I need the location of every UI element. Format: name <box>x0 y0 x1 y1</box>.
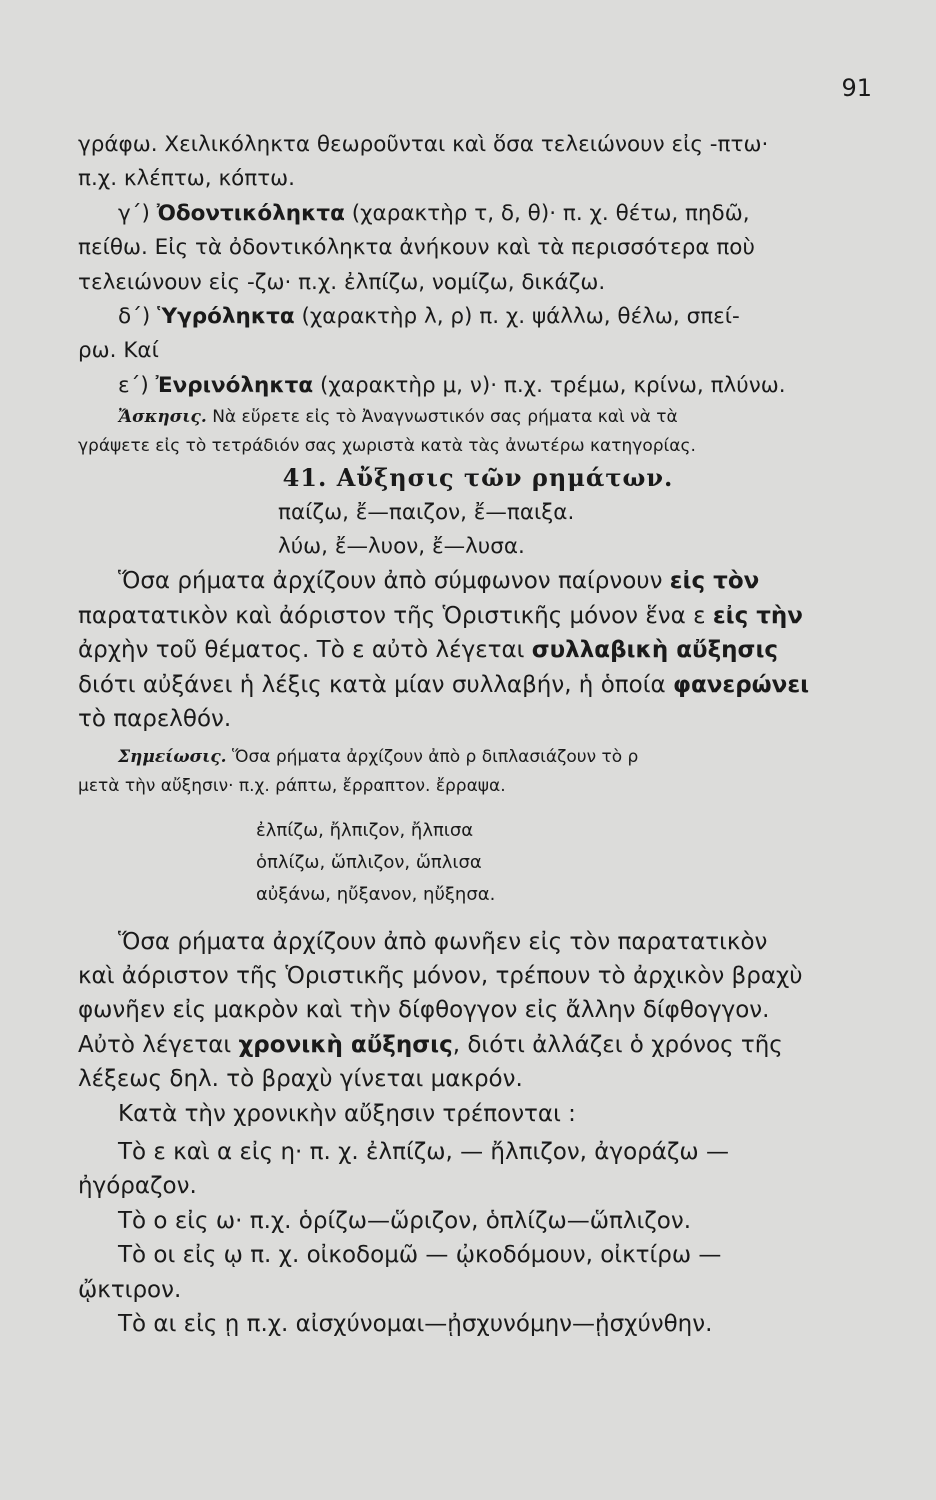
text-line: Ὅσα ρήματα ἀρχίζουν ἀπὸ φωνῆεν εἰς τὸν παρατατικὸν <box>118 928 768 955</box>
text-line <box>78 633 878 667</box>
text-line: λέξεως δηλ. τὸ βραχὺ γίνεται μακρόν. <box>78 1066 523 1093</box>
exercise-line <box>78 403 878 432</box>
term: χρονικὴ αὔξησις <box>238 1031 453 1058</box>
text-line: πείθω. Εἰς τὰ ὀδοντικόληκτα ἀνήκουν καὶ τὰ περισσότερα ποὺ <box>78 235 755 261</box>
term: Ὀδοντικόληκτα <box>156 200 345 226</box>
text-span: (χαρακτὴρ τ, δ, θ)· π. χ. θέτω, πηδῶ, <box>344 200 750 226</box>
term: Ὑγρόληκτα <box>157 304 295 330</box>
text-span: εἰς τὴν <box>712 602 803 629</box>
text-line: ρω. Καί <box>78 338 159 364</box>
list-marker: δ΄) <box>118 304 158 330</box>
term: Ἐνρινόληκτα <box>155 372 314 398</box>
text-span: διότι αὐξάνει ἡ λέξις κατὰ μίαν συλλαβήν, ἡ ὁποία <box>78 671 673 698</box>
text-span: Αὐτὸ λέγεται <box>78 1031 239 1058</box>
text-line: Τὸ ε καὶ α εἰς η· π. χ. ἐλπίζω, — ἤλπιζον, ἀγοράζω — <box>118 1138 729 1165</box>
page-number: 91 <box>841 74 872 102</box>
text-line: ᾤκτιρον. <box>78 1276 182 1303</box>
example-line: ὁπλίζω, ὥπλιζον, ὥπλισα <box>256 851 482 873</box>
spacer <box>78 801 878 815</box>
text-line <box>78 564 878 598</box>
text-line: Τὸ αι εἰς ῃ π.χ. αἰσχύνομαι—ᾐσχυνόμην—ᾐσχύνθην. <box>118 1310 713 1337</box>
text-span: φανερώνει <box>672 671 810 698</box>
example-line: παίζω, ἔ—παιζον, ἔ—παιξα. <box>278 499 575 525</box>
text-span: (χαρακτὴρ μ, ν)· π.χ. τρέμω, κρίνω, πλύνω. <box>313 372 786 398</box>
list-marker: γ΄) <box>118 200 157 226</box>
note-line: μετὰ τὴν αὔξησιν· π.χ. ράπτω, ἔρραπτον. ἔρραψα. <box>78 775 506 796</box>
text-line <box>78 668 878 702</box>
exercise-line: γράψετε εἰς τὸ τετράδιόν σας χωριστὰ κατὰ τὰς ἀνωτέρω κατηγορίας. <box>78 436 696 457</box>
text-span: ἀρχὴν τοῦ θέματος. Τὸ ε αὐτὸ λέγεται <box>78 637 532 664</box>
text-line: τὸ παρελθόν. <box>78 706 232 733</box>
note-label: Σημείωσις. <box>118 746 227 767</box>
exercise-label: Ἄσκησις. <box>118 407 207 428</box>
text-line: ἠγόραζον. <box>78 1173 197 1200</box>
text-line <box>78 300 878 334</box>
term: συλλαβικὴ αὔξησις <box>531 637 779 664</box>
text-line <box>78 197 878 231</box>
text-line: φωνῆεν εἰς μακρὸν καὶ τὴν δίφθογγον εἰς ἄλλην δίφθογγον. <box>78 997 770 1024</box>
text-span: Νὰ εὕρετε εἰς τὸ Ἀναγνωστικόν σας ρήματα καὶ νὰ τὰ <box>206 407 678 428</box>
text-span: Ὅσα ρήματα ἀρχίζουν ἀπὸ ρ διπλασιάζουν τὸ ρ <box>226 746 639 767</box>
text-line <box>78 369 878 403</box>
text-line <box>78 1028 878 1062</box>
text-span: παρατατικὸν καὶ ἀόριστον τῆς Ὁριστικῆς μόνον ἕνα ε <box>78 602 713 629</box>
example-line: ἐλπίζω, ἤλπιζον, ἤλπισα <box>256 819 474 841</box>
text-span: Ὅσα ρήματα ἀρχίζουν ἀπὸ σύμφωνον παίρνουν <box>118 568 670 595</box>
text-span: , διότι ἀλλάζει ὁ χρόνος τῆς <box>452 1031 783 1058</box>
spacer <box>78 911 878 925</box>
text-line: γράφω. Χειλικόληκτα θεωροῦνται καὶ ὅσα τελειώνουν εἰς -πτω· <box>78 132 769 157</box>
example-line: αὐξάνω, ηὔξανον, ηὔξησα. <box>256 883 496 905</box>
text-line: καὶ ἀόριστον τῆς Ὁριστικῆς μόνον, τρέπουν τὸ ἀρχικὸν βραχὺ <box>78 962 803 989</box>
text-line: Τὸ ο εἰς ω· π.χ. ὁρίζω—ὥριζον, ὁπλίζω—ὥπλιζον. <box>118 1207 692 1234</box>
text-line: Τὸ οι εἰς ῳ π. χ. οἰκοδομῶ — ᾠκοδόμουν, οἰκτίρω — <box>118 1242 722 1269</box>
text-line <box>78 599 878 633</box>
text-span: εἰς τὸν <box>669 568 760 595</box>
section-heading: 41. Αὔξησις τῶν ρημάτων. <box>282 463 674 493</box>
note-line <box>78 743 878 772</box>
text-line: τελειώνουν εἰς -ζω· π.χ. ἐλπίζω, νομίζω, δικάζω. <box>78 269 606 295</box>
body-text <box>78 128 878 1341</box>
text-span: (χαρακτὴρ λ, ρ) π. χ. ψάλλω, θέλω, σπεί- <box>294 304 740 330</box>
text-line: Κατὰ τὴν χρονικὴν αὔξησιν τρέπονται : <box>118 1100 576 1127</box>
example-line: λύω, ἔ—λυον, ἔ—λυσα. <box>278 534 525 560</box>
text-line: π.χ. κλέπτω, κόπτω. <box>78 166 295 192</box>
list-marker: ε΄) <box>118 372 156 398</box>
